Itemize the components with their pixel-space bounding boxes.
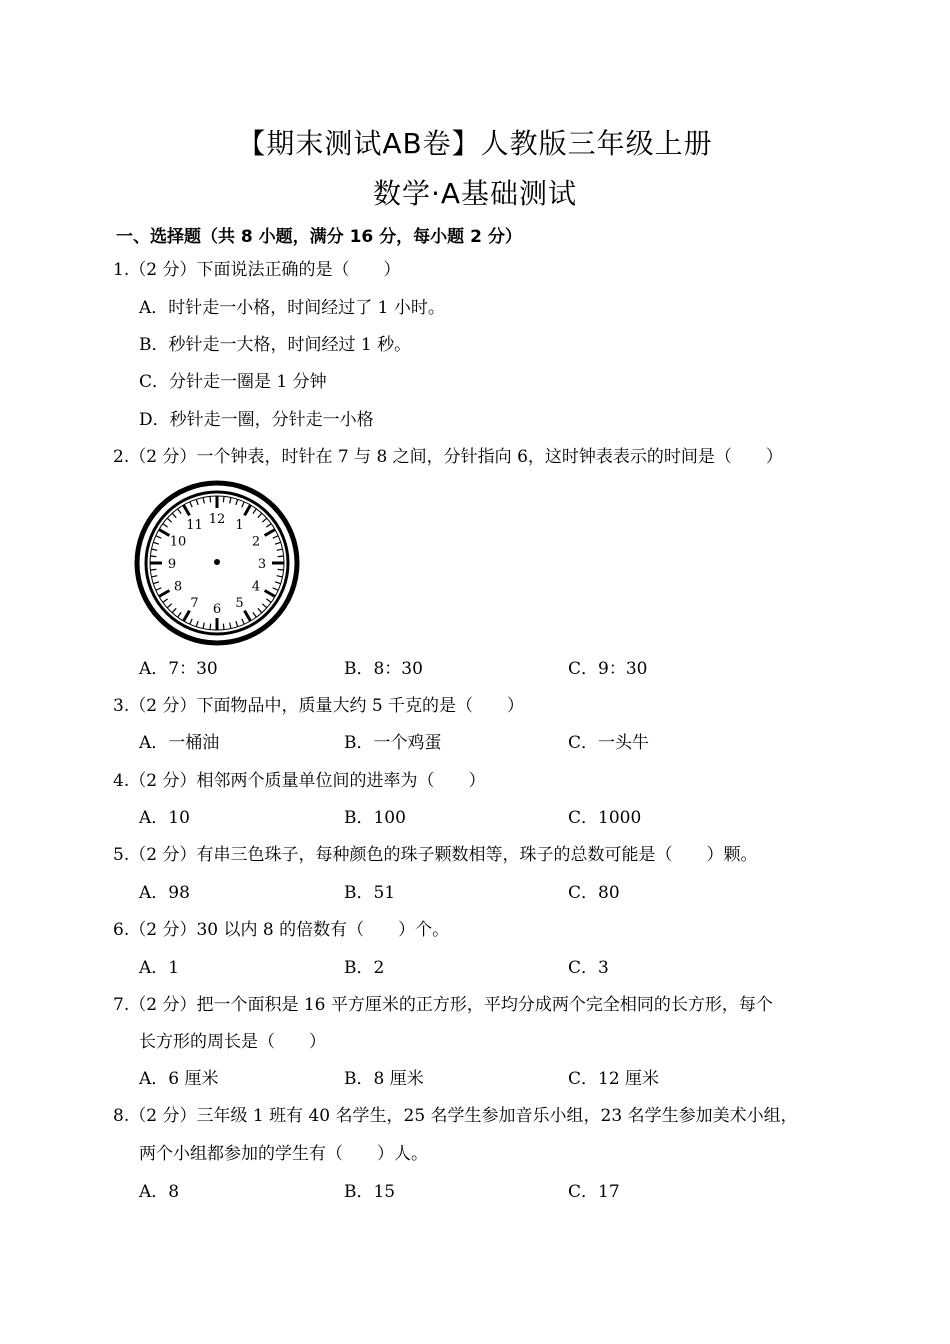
clock-number: 11 [186,518,203,534]
question-2-option-b: B．8：30 [344,659,423,679]
question-1-option-a: A．时针走一小格，时间经过了 1 小时。 [139,298,445,318]
question-4-option-b: B．100 [344,808,406,828]
clock-number: 8 [173,579,183,595]
question-5-option-a: A．98 [139,883,190,903]
question-1-option-d: D．秒针走一圈，分针走一小格 [139,410,374,430]
clock-minute-tick [210,624,211,630]
clock-minute-tick [223,624,224,630]
question-2-option-c: C．9：30 [568,659,648,679]
page-title: 【期末测试AB卷】人教版三年级上册 [237,127,713,160]
question-6-option-c: C．3 [568,958,609,978]
section-heading: 一、选择题（共 8 小题，满分 16 分，每小题 2 分） [116,227,522,247]
question-8-option-b: B．15 [344,1182,396,1202]
clock-minute-tick [278,556,284,557]
question-3-option-b: B．一个鸡蛋 [344,733,442,753]
question-6-option-a: A．1 [139,958,180,978]
clock-number: 4 [251,579,261,595]
clock-number: 7 [190,595,199,611]
page-subtitle: 数学·A基础测试 [372,177,578,210]
question-7-stem-cont: 长方形的周长是（ ） [139,1032,326,1052]
question-7-option-a: A．6 厘米 [139,1069,219,1089]
question-7-stem: 7.（2 分）把一个面积是 16 平方厘米的正方形，平均分成两个完全相同的长方形，每个 [113,995,773,1015]
question-4-option-a: A．10 [139,808,190,828]
question-4-option-c: C．1000 [568,808,642,828]
clock-minute-tick [223,496,224,502]
question-5-stem: 5.（2 分）有串三色珠子，每种颜色的珠子颗数相等，珠子的总数可能是（ ）颗。 [113,845,758,865]
clock-minute-tick [210,496,211,502]
question-3-option-c: C．一头牛 [568,733,650,753]
question-6-option-b: B．2 [344,958,385,978]
clock-minute-tick [150,556,156,557]
question-8-stem: 8.（2 分）三年级 1 班有 40 名学生，25 名学生参加音乐小组，23 名学生参加美术小组， [113,1106,798,1126]
question-5-option-b: B．51 [344,883,396,903]
clock-number: 12 [208,512,226,527]
question-6-stem: 6.（2 分）30 以内 8 的倍数有（ ）个。 [113,920,450,940]
question-3-option-a: A．一桶油 [139,733,220,753]
question-8-option-c: C．17 [568,1182,620,1202]
question-2-option-a: A．7：30 [139,659,218,679]
clock-minute-tick [150,569,156,570]
question-4-stem: 4.（2 分）相邻两个质量单位间的进率为（ ） [113,771,486,791]
question-7-option-c: C．12 厘米 [568,1069,660,1089]
question-8-stem-cont: 两个小组都参加的学生有（ ）人。 [139,1144,428,1164]
clock-number: 1 [235,518,244,534]
clock-number: 10 [169,534,187,550]
question-7-option-b: B．8 厘米 [344,1069,424,1089]
clock-number: 6 [212,602,222,617]
clock-number: 3 [257,557,267,572]
question-2-stem: 2.（2 分）一个钟表，时针在 7 与 8 之间，分针指向 6，这时钟表表示的时间是（ ） [113,447,783,467]
question-1-option-b: B．秒针走一大格，时间经过 1 秒。 [139,335,412,355]
question-1-stem: 1.（2 分）下面说法正确的是（ ） [113,260,401,280]
clock-minute-tick [278,569,284,570]
clock-number: 9 [167,557,177,572]
clock-number: 2 [251,534,261,550]
question-8-option-a: A．8 [139,1182,180,1202]
clock-image [134,480,300,646]
clock-number: 5 [235,595,244,611]
question-1-option-c: C．分针走一圈是 1 分钟 [139,372,327,392]
question-3-stem: 3.（2 分）下面物品中，质量大约 5 千克的是（ ） [113,696,525,716]
question-5-option-c: C．80 [568,883,620,903]
